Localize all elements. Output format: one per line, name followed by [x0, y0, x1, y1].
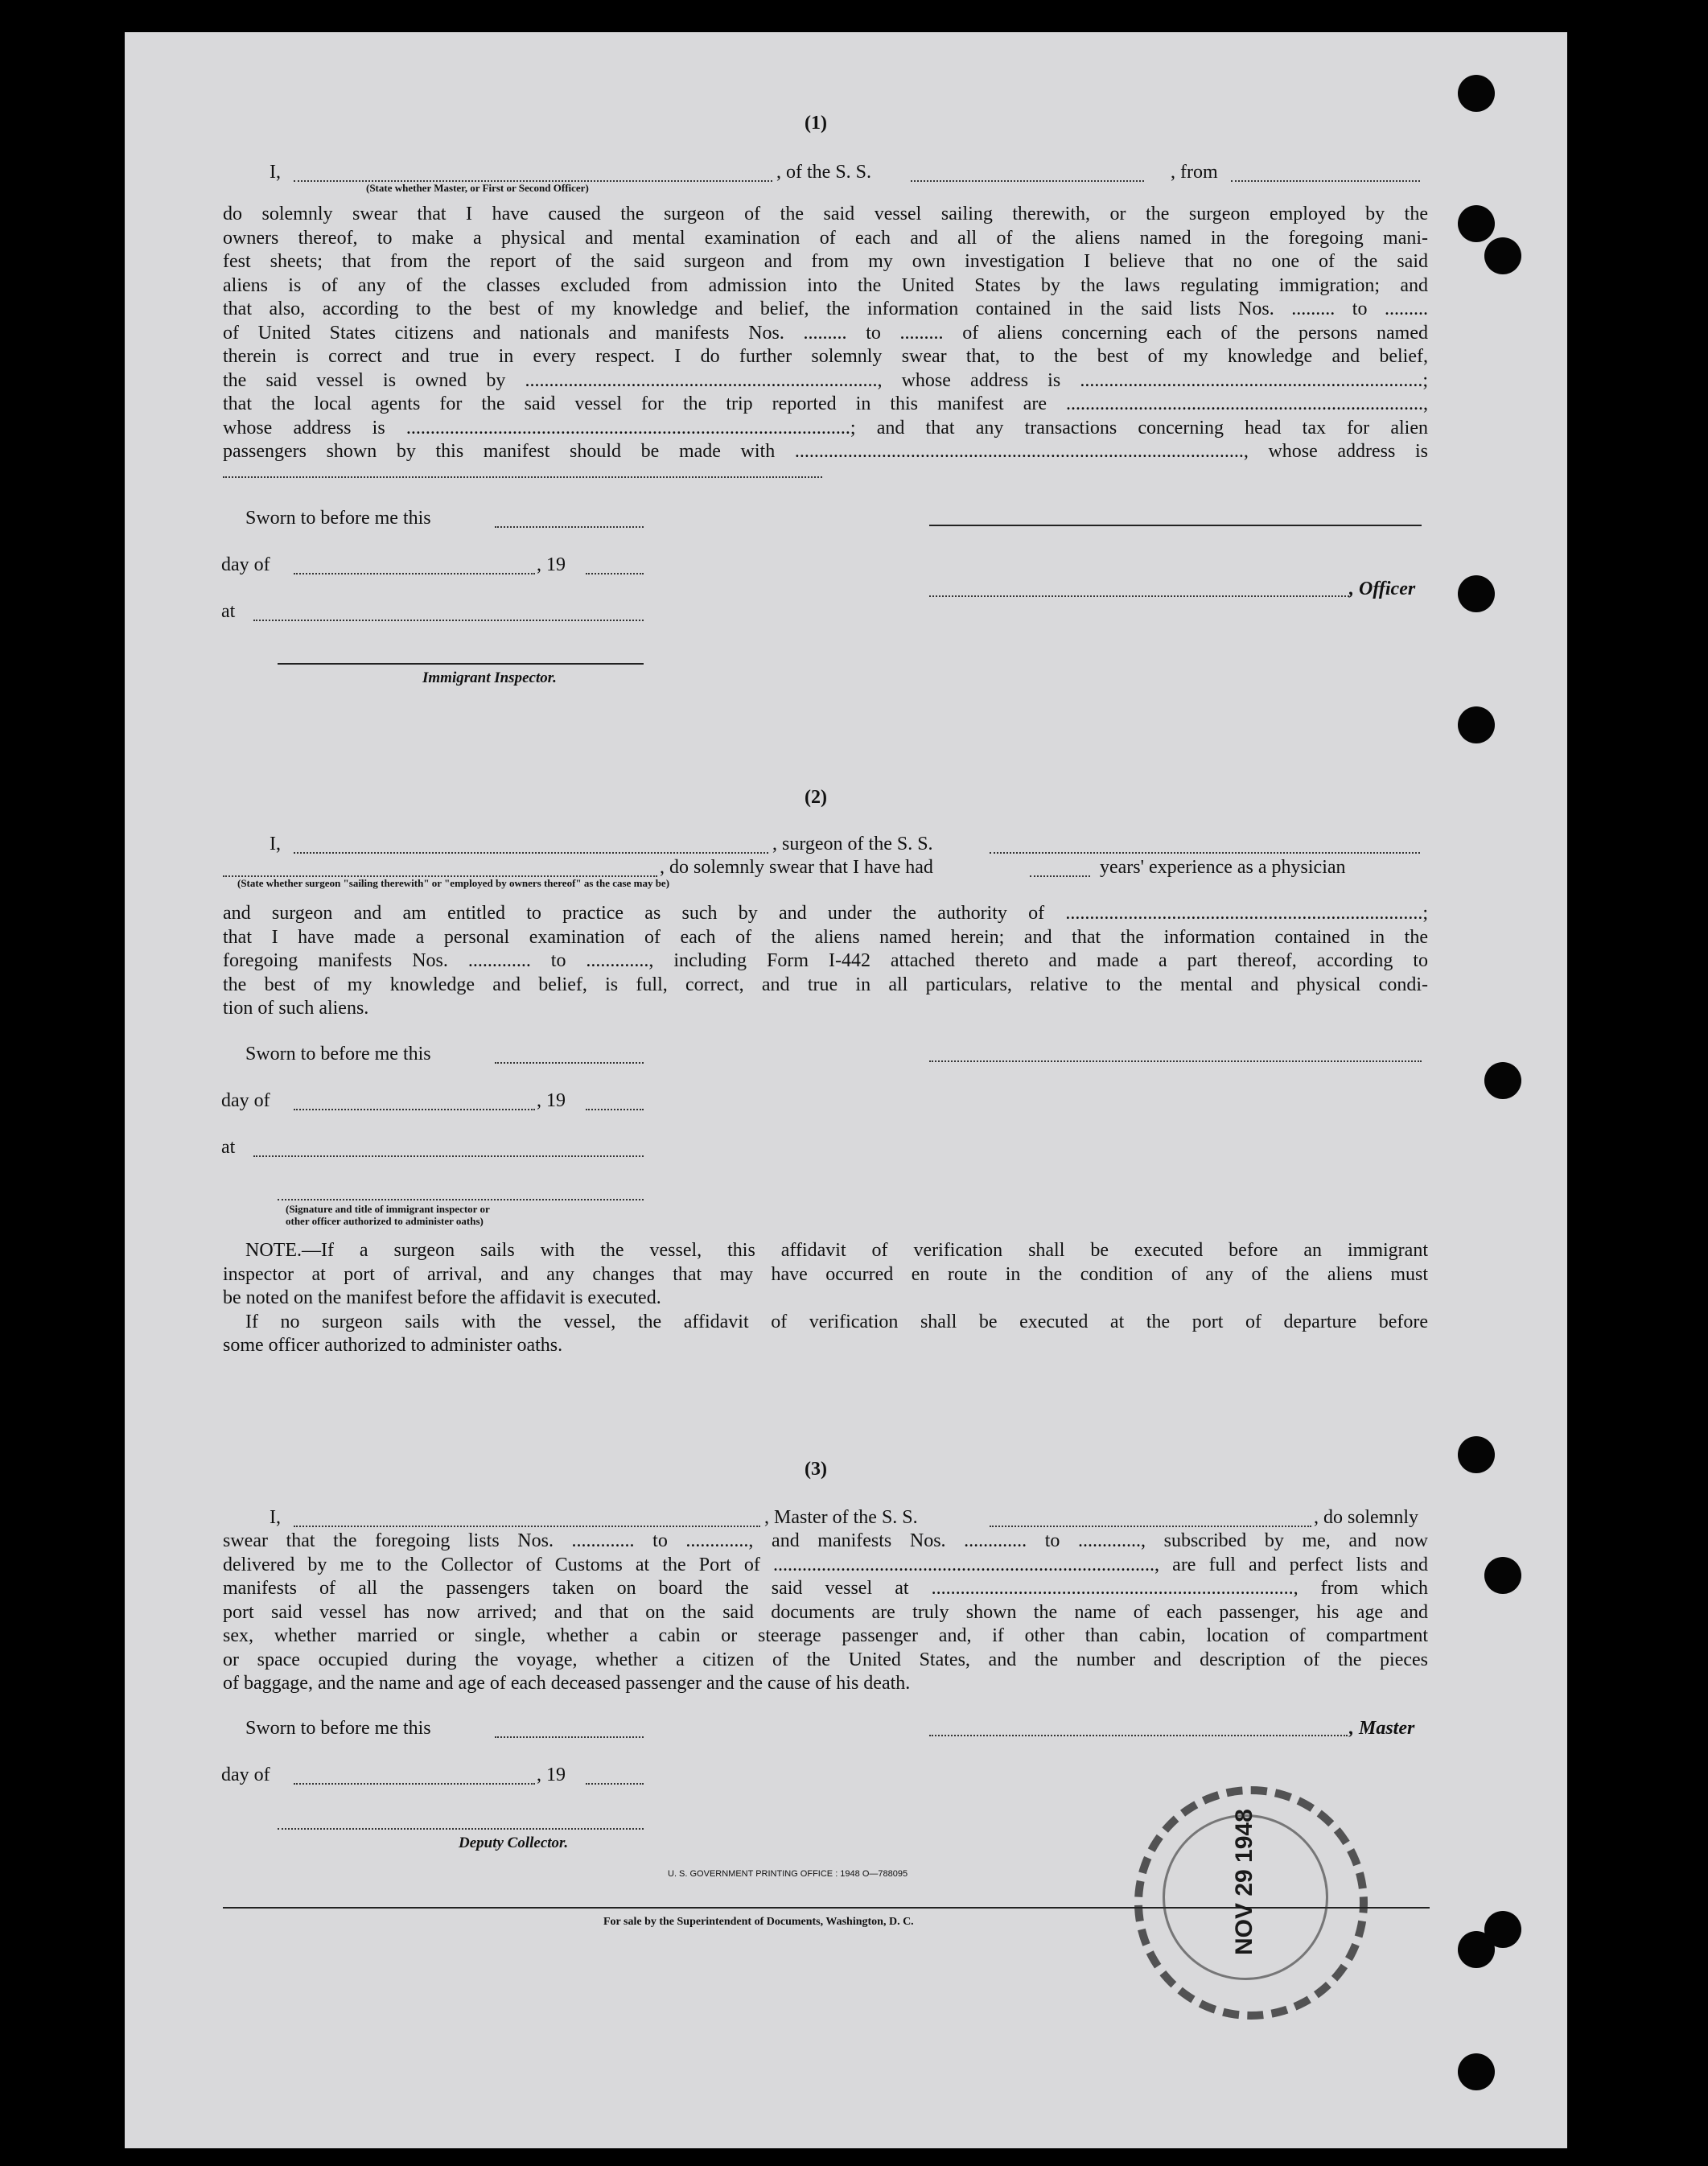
punch-hole — [1458, 1436, 1495, 1473]
year-field[interactable] — [586, 573, 644, 574]
at-label: at — [221, 601, 236, 622]
punch-hole — [1458, 205, 1495, 242]
surgeon-of-label: , surgeon of the S. S. — [772, 834, 933, 854]
master-paragraph-line: sex, whether married or single, whether a cabin or steerage passenger and, if other than cabin, location of compartment — [223, 1625, 1428, 1646]
oath-paragraph-line: aliens is of any of the classes excluded from admission into the United States by the laws regulating immigration; and — [223, 274, 1428, 296]
section-2-number: (2) — [805, 787, 827, 808]
address-continuation-field[interactable] — [223, 476, 822, 478]
section-3-number: (3) — [805, 1459, 827, 1480]
master-paragraph-line: swear that the foregoing lists Nos. ............. to ............., and manifests Nos. ............. to ............., subscribed by me, and now — [223, 1530, 1428, 1551]
note-line: If no surgeon sails with the vessel, the affidavit of verification shall be executed at the port of departure before — [245, 1311, 1428, 1332]
do-solemnly-label: , do solemnly — [1314, 1507, 1418, 1528]
deputy-label: Deputy Collector. — [459, 1835, 569, 1851]
surgeon-paragraph-line: the best of my knowledge and belief, is full, correct, and true in all particulars, relative to the mental and physical condi- — [223, 974, 1428, 995]
surgeon-name-field[interactable] — [294, 852, 768, 854]
stamp-date: NOV 29 1948 — [1231, 1809, 1257, 1955]
surgeon-paragraph-line: tion of such aliens. — [223, 998, 369, 1019]
day-of-label: day of — [221, 1090, 270, 1111]
officer-title-note: (State whether Master, or First or Second Officer) — [366, 182, 589, 194]
from-label: , from — [1171, 162, 1218, 183]
master-of-label: , Master of the S. S. — [764, 1507, 918, 1528]
day-of-label: day of — [221, 554, 270, 575]
year-field[interactable] — [586, 1109, 644, 1110]
ship-name-field[interactable] — [911, 180, 1144, 182]
note-line: inspector at port of arrival, and any changes that may have occurred en route in the condition of any of the aliens must — [223, 1263, 1428, 1285]
sworn-label: Sworn to before me this — [245, 1718, 431, 1739]
master-name-field[interactable] — [294, 1526, 760, 1527]
sworn-label: Sworn to before me this — [245, 508, 431, 529]
oath-paragraph-line: fest sheets; that from the report of the said surgeon and from my own investigation I believe that no one of the said — [223, 251, 1428, 272]
inspector-label: Immigrant Inspector. — [422, 669, 557, 686]
surgeon-ship-field[interactable] — [990, 852, 1420, 854]
punch-hole — [1484, 1062, 1521, 1099]
oath-paragraph-line: that the local agents for the said vessel for the trip reported in this manifest are .........................................................................., — [223, 393, 1428, 414]
note-line: NOTE.—If a surgeon sails with the vessel, this affidavit of verification shall be executed before an immigrant — [245, 1240, 1428, 1261]
punch-hole — [1484, 237, 1521, 274]
master-ship-field[interactable] — [990, 1526, 1311, 1527]
day-of-label: day of — [221, 1765, 270, 1785]
punch-hole — [1458, 75, 1495, 112]
year-label: , 19 — [537, 554, 566, 575]
surgeon-paragraph-line: foregoing manifests Nos. ............. to ............., including Form I-442 attached thereto and made a part thereof, according to — [223, 950, 1428, 971]
signature-note: (Signature and title of immigrant inspector or — [286, 1203, 490, 1215]
surgeon-status-note: (State whether surgeon "sailing therewith" or "employed by owners thereof" as the case may be) — [237, 877, 670, 889]
punch-hole — [1458, 2053, 1495, 2090]
surgeon-paragraph-line: that I have made a personal examination of each of the aliens named herein; and that the information contained in the — [223, 926, 1428, 948]
deputy-signature-line[interactable] — [278, 1828, 644, 1830]
sworn-date-field[interactable] — [495, 526, 644, 528]
note-line: be noted on the manifest before the affidavit is executed. — [223, 1287, 661, 1308]
master-label: , Master — [1349, 1718, 1415, 1739]
sworn-label: Sworn to before me this — [245, 1044, 431, 1064]
form-page — [125, 32, 1567, 2148]
master-paragraph-line: port said vessel has now arrived; and that on the said documents are truly shown the name of each passenger, his age and — [223, 1601, 1428, 1623]
signature-note: other officer authorized to administer oaths) — [286, 1215, 484, 1227]
year-field[interactable] — [586, 1783, 644, 1785]
master-paragraph-line: of baggage, and the name and age of each deceased passenger and the cause of his death. — [223, 1673, 911, 1694]
surgeon-paragraph-line: and surgeon and am entitled to practice as such by and under the authority of ..........................................................................; — [223, 903, 1428, 924]
sworn-date-field[interactable] — [495, 1736, 644, 1738]
master-paragraph-line: manifests of all the passengers taken on board the said vessel at ..........................................................................., from which — [223, 1578, 1428, 1599]
year-label: , 19 — [537, 1090, 566, 1111]
printing-office-line: U. S. GOVERNMENT PRINTING OFFICE : 1948 O—788095 — [668, 1869, 908, 1879]
at-place-field[interactable] — [253, 1155, 644, 1157]
oath-paragraph-line: that also, according to the best of my knowledge and belief, the information contained in the said lists Nos. ......... to ......... — [223, 299, 1428, 319]
officer-name-line[interactable] — [929, 595, 1349, 597]
at-label: at — [221, 1137, 236, 1158]
oath-paragraph-line: therein is correct and true in every respect. I do further solemnly swear that, to the best of my knowledge and belief, — [223, 346, 1428, 367]
oath-i: I, — [270, 162, 281, 183]
day-of-field[interactable] — [294, 573, 535, 574]
oath-paragraph-line: the said vessel is owned by ........................................................................., whose address is .......................................................................; — [223, 369, 1428, 391]
of-ss-label: , of the S. S. — [776, 162, 872, 183]
oath-paragraph-line: do solemnly swear that I have caused the surgeon of the said vessel sailing therewith, or the surgeon employed by the — [223, 204, 1428, 224]
officer-label: , Officer — [1349, 579, 1416, 599]
oath-i: I, — [270, 1507, 281, 1528]
section-1-number: (1) — [805, 113, 827, 134]
inspector-signature-line[interactable] — [278, 1199, 644, 1200]
surgeon-signature-line[interactable] — [929, 1060, 1422, 1062]
day-of-field[interactable] — [294, 1109, 535, 1110]
master-signature-line[interactable] — [929, 1735, 1348, 1736]
day-of-field[interactable] — [294, 1783, 535, 1785]
officer-signature-line[interactable] — [929, 525, 1422, 526]
punch-hole — [1484, 1557, 1521, 1594]
years-label: years' experience as a physician — [1100, 857, 1346, 878]
oath-i: I, — [270, 834, 281, 854]
note-line: some officer authorized to administer oaths. — [223, 1335, 563, 1356]
oath-paragraph-line: passengers shown by this manifest should be made with ............................................................................................., whose address is — [223, 441, 1428, 462]
swear-label: , do solemnly swear that I have had — [660, 857, 933, 878]
oath-paragraph-line: owners thereof, to make a physical and mental examination of each and all of the aliens named in the foregoing mani- — [223, 227, 1428, 249]
from-port-field[interactable] — [1231, 180, 1420, 182]
sworn-date-field[interactable] — [495, 1062, 644, 1064]
year-label: , 19 — [537, 1765, 566, 1785]
inspector-signature-line[interactable] — [278, 663, 644, 665]
punch-hole — [1458, 575, 1495, 612]
master-paragraph-line: delivered by me to the Collector of Customs at the Port of ..............................................................................., are full and perfect lists and — [223, 1554, 1428, 1575]
oath-paragraph-line: whose address is ............................................................................................; and that any transactions concerning head tax for alien — [223, 417, 1428, 439]
master-paragraph-line: or space occupied during the voyage, whether a citizen of the United States, and the number and description of the pieces — [223, 1649, 1428, 1670]
sale-line: For sale by the Superintendent of Documents, Washington, D. C. — [603, 1916, 914, 1928]
at-place-field[interactable] — [253, 620, 644, 621]
years-field[interactable] — [1030, 875, 1090, 877]
punch-hole — [1458, 706, 1495, 743]
punch-hole — [1484, 1911, 1521, 1948]
oath-paragraph-line: of United States citizens and nationals and manifests Nos. ......... to ......... of aliens concerning each of the persons named — [223, 322, 1428, 344]
